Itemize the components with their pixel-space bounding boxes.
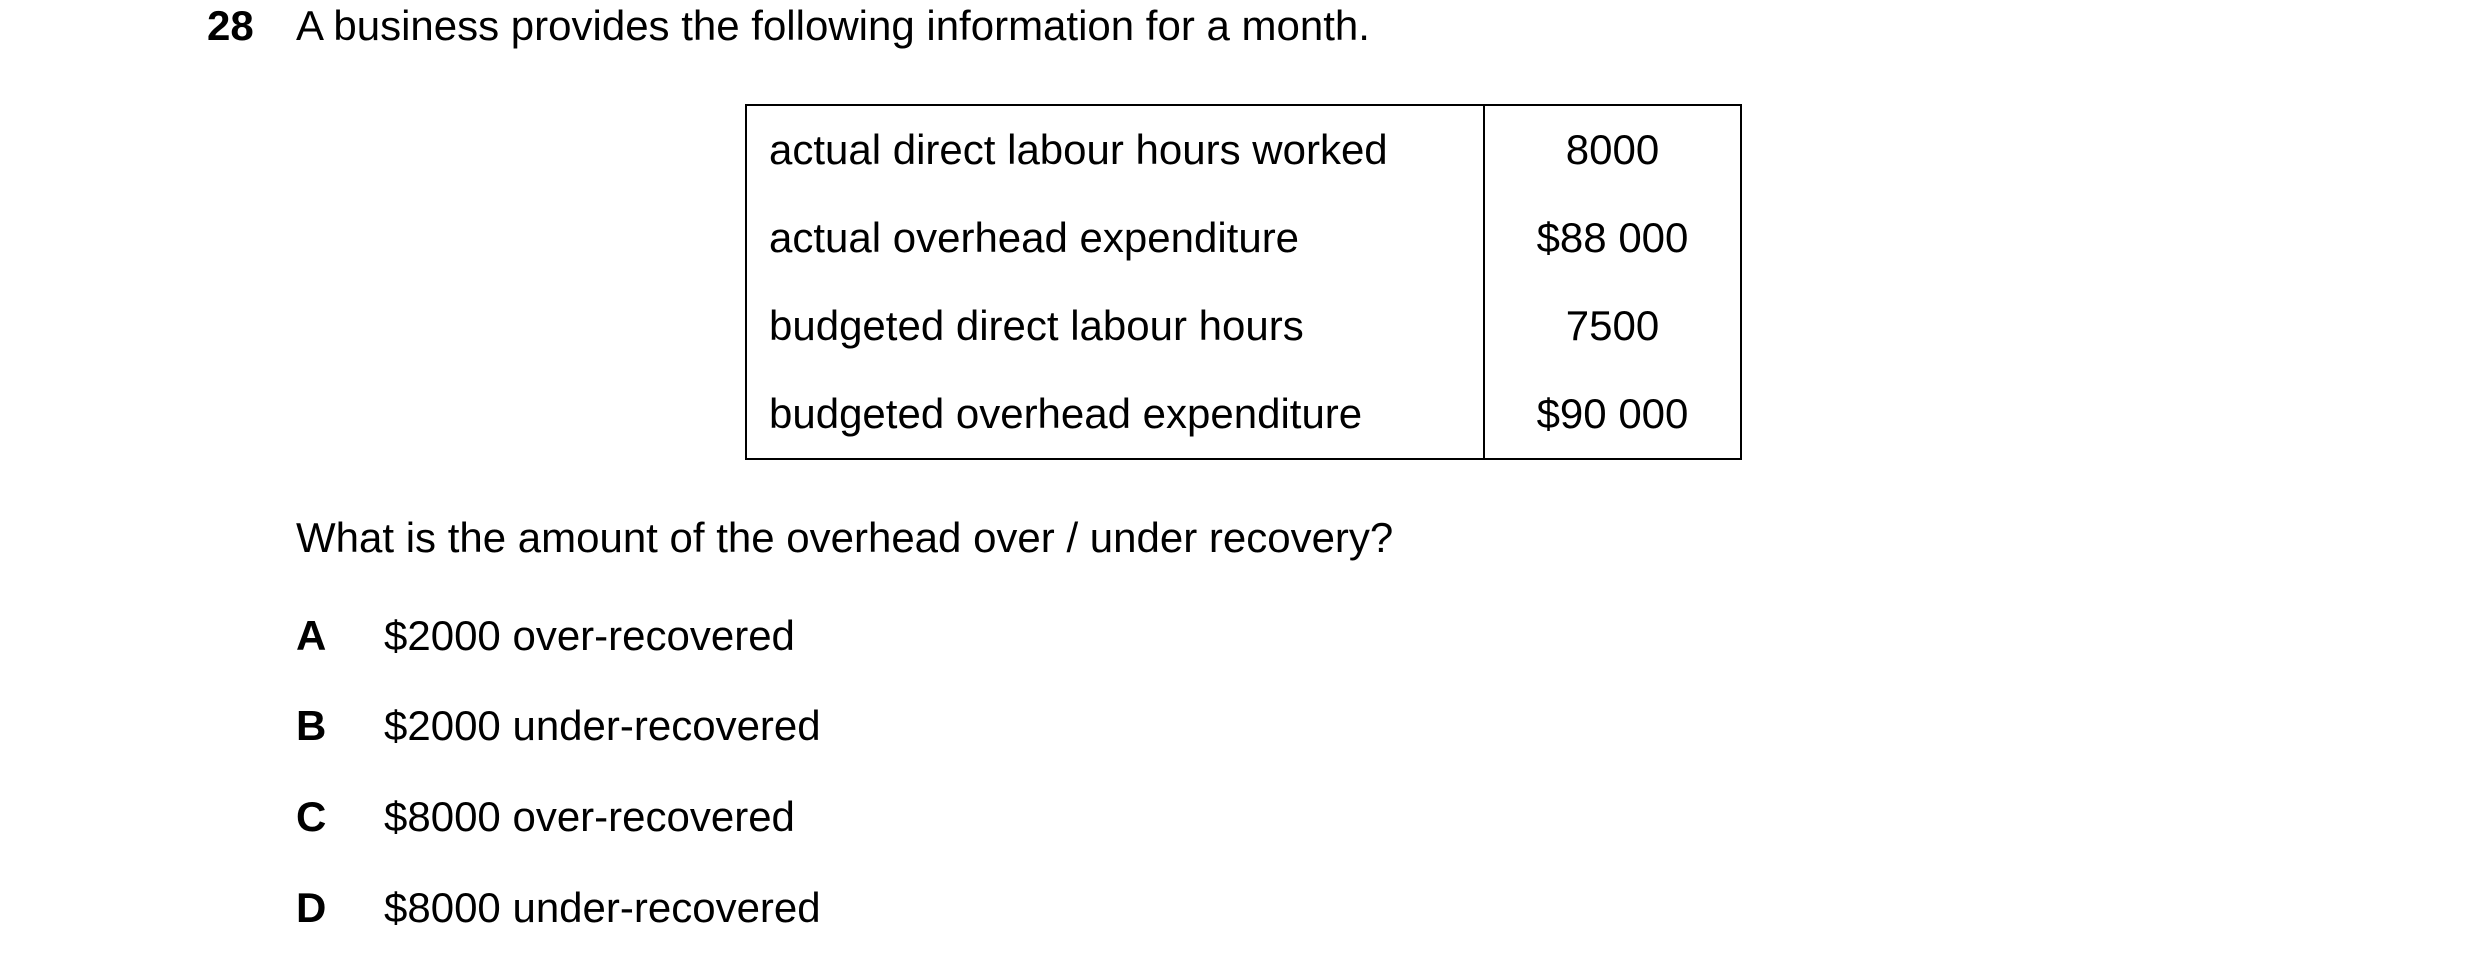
option-text: $2000 under-recovered xyxy=(384,702,821,749)
option-a[interactable] xyxy=(296,610,795,662)
table-row-value: $90 000 xyxy=(1536,390,1689,437)
question-number: 28 xyxy=(207,2,254,49)
table-row xyxy=(746,282,1741,370)
option-c[interactable] xyxy=(296,791,795,843)
table-row xyxy=(746,370,1741,459)
option-letter: D xyxy=(296,884,327,931)
table-row xyxy=(746,194,1741,282)
option-letter: B xyxy=(296,702,327,749)
question-prompt: What is the amount of the overhead over / under recovery? xyxy=(296,514,1394,561)
option-letter: C xyxy=(296,793,327,840)
option-letter: A xyxy=(296,612,327,659)
table-row xyxy=(746,105,1741,194)
option-text: $8000 under-recovered xyxy=(384,884,821,931)
option-d[interactable] xyxy=(296,882,821,934)
table-row-value: $88 000 xyxy=(1536,214,1689,261)
option-text: $8000 over-recovered xyxy=(384,793,795,840)
table-row-value: 7500 xyxy=(1565,302,1660,349)
question-stem: A business provides the following information for a month. xyxy=(296,2,1370,49)
information-table xyxy=(745,104,1742,460)
table-row-label: budgeted overhead expenditure xyxy=(746,370,1484,459)
option-b[interactable] xyxy=(296,700,821,752)
table-row-label: actual direct labour hours worked xyxy=(746,105,1484,194)
table-row-label: budgeted direct labour hours xyxy=(746,282,1484,370)
option-text: $2000 over-recovered xyxy=(384,612,795,659)
table-row-value: 8000 xyxy=(1565,126,1660,173)
table-row-label: actual overhead expenditure xyxy=(746,194,1484,282)
